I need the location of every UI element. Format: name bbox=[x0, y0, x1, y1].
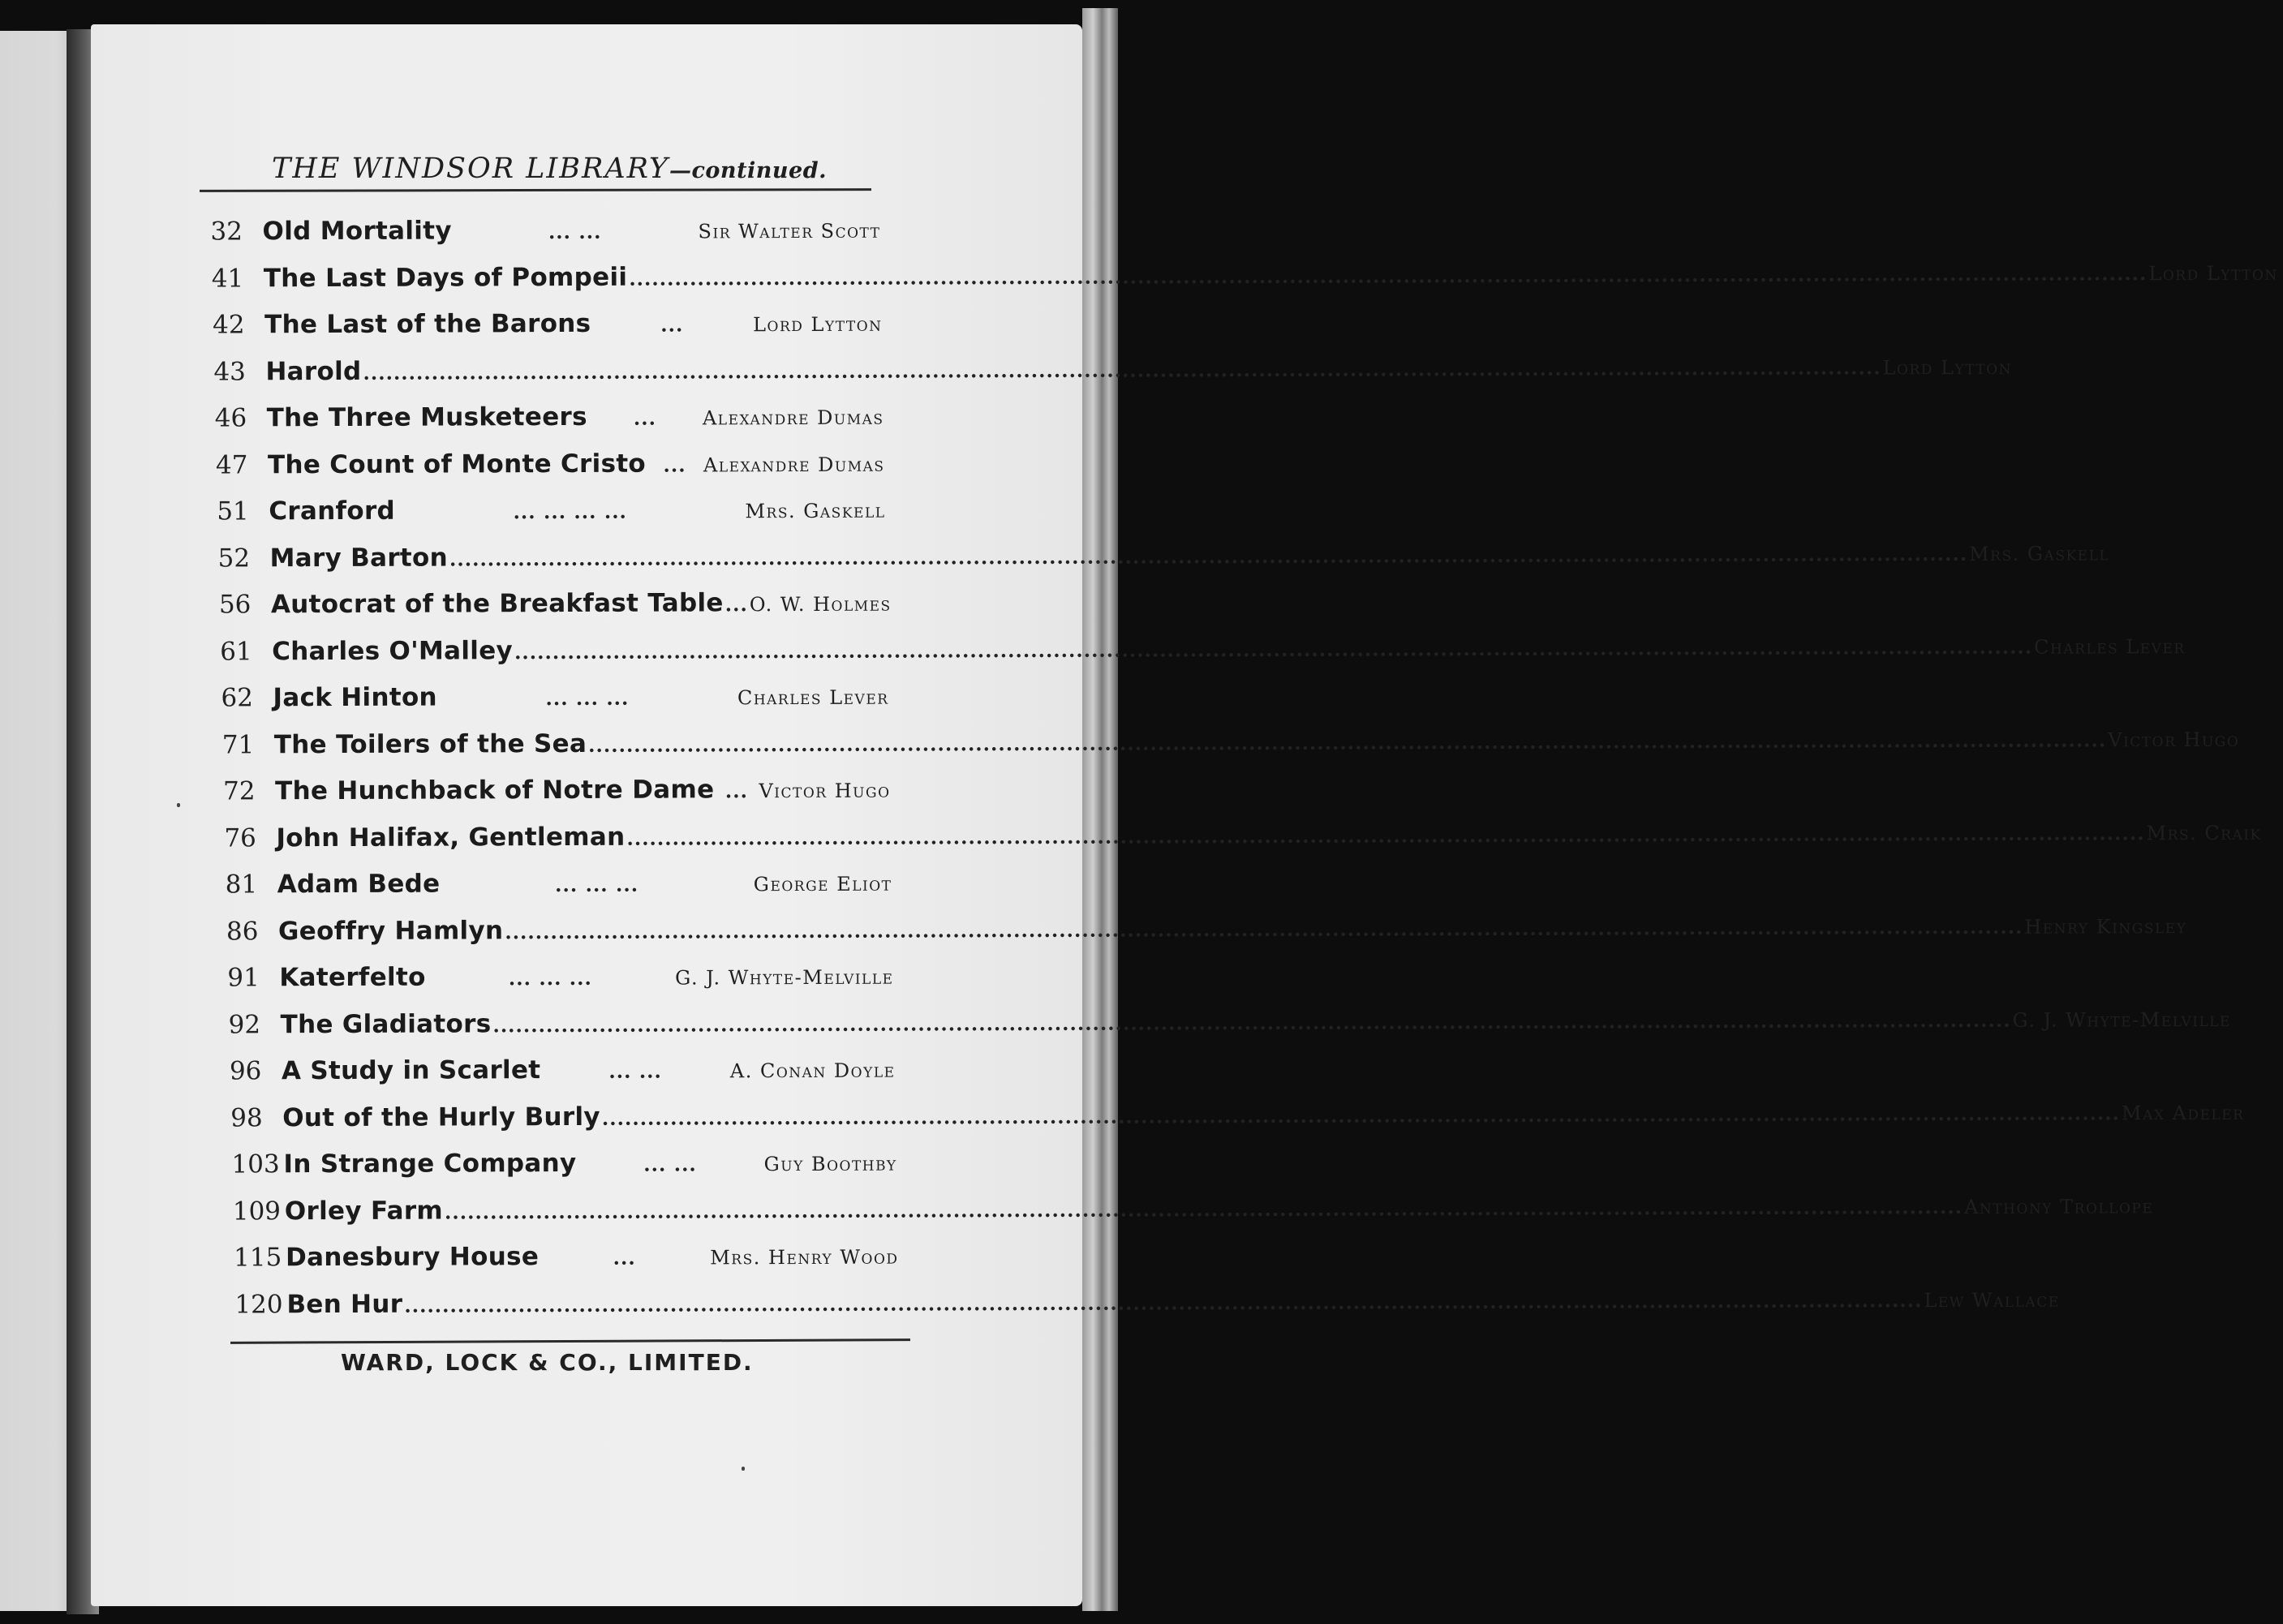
entry-number: 120 bbox=[234, 1289, 283, 1319]
list-item bbox=[234, 1287, 2060, 1335]
list-item bbox=[226, 914, 2187, 962]
dot-leader bbox=[443, 1194, 1964, 1223]
entry-number: 76 bbox=[224, 823, 256, 853]
dot-leader bbox=[600, 1101, 2122, 1130]
entry-title: Katerfelto bbox=[279, 962, 426, 993]
dot-leader: ... bbox=[663, 452, 686, 477]
list-item bbox=[230, 1101, 2245, 1149]
publisher-imprint: WARD, LOCK & CO., LIMITED. bbox=[341, 1349, 754, 1376]
entry-author: Charles Lever bbox=[2034, 634, 2186, 659]
entry-author: Guy Boothby bbox=[763, 1152, 897, 1176]
entry-number: 52 bbox=[217, 543, 251, 574]
entry-title: The Three Musketeers bbox=[266, 402, 587, 433]
entry-author: Victor Hugo bbox=[759, 779, 891, 803]
dot-leader bbox=[627, 261, 2148, 290]
dot-leader bbox=[625, 821, 2146, 850]
entry-number: 41 bbox=[211, 263, 244, 294]
entry-author: Lord Lytton bbox=[2148, 261, 2278, 285]
list-item bbox=[217, 541, 2110, 589]
entry-number: 98 bbox=[230, 1102, 263, 1132]
entry-author: O. W. Holmes bbox=[749, 592, 892, 617]
list-item bbox=[224, 821, 2262, 869]
dot-leader: ... ... bbox=[608, 1059, 662, 1083]
entry-title: The Last Days of Pompeii bbox=[263, 262, 628, 293]
entry-number: 91 bbox=[227, 963, 260, 993]
entry-number: 81 bbox=[225, 870, 258, 900]
entry-number: 51 bbox=[217, 496, 249, 526]
paper-speck bbox=[742, 1467, 745, 1471]
entry-title: Orley Farm bbox=[284, 1196, 444, 1226]
entry-number: 103 bbox=[231, 1149, 280, 1179]
entry-author: Henry Kingsley bbox=[2024, 914, 2187, 939]
entry-title: A Study in Scarlet bbox=[281, 1055, 541, 1086]
list-item bbox=[223, 775, 891, 823]
entry-title: Charles O'Malley bbox=[272, 635, 514, 666]
paper-speck bbox=[177, 803, 180, 807]
entry-number: 32 bbox=[210, 217, 243, 247]
entry-number: 61 bbox=[220, 636, 252, 666]
entry-author: Sir Walter Scott bbox=[698, 219, 881, 243]
entry-author: Mrs. Craik bbox=[2146, 821, 2262, 844]
list-item bbox=[234, 1241, 899, 1289]
list-item bbox=[231, 1148, 896, 1196]
entry-author: Lord Lytton bbox=[753, 312, 883, 337]
dot-leader bbox=[587, 728, 2108, 757]
entry-title: The Last of the Barons bbox=[264, 308, 591, 340]
entry-author: Lew Wallace bbox=[1924, 1288, 2060, 1312]
entry-author: Alexandre Dumas bbox=[702, 406, 884, 430]
dot-leader bbox=[361, 355, 1882, 385]
entry-title: Out of the Hurly Burly bbox=[282, 1102, 600, 1132]
entry-author: Mrs. Henry Wood bbox=[710, 1245, 899, 1270]
list-item bbox=[226, 868, 892, 916]
list-item bbox=[217, 495, 885, 543]
dot-leader bbox=[513, 634, 2034, 664]
entry-number: 71 bbox=[221, 729, 255, 759]
list-item bbox=[216, 448, 885, 496]
entry-author: Max Adeler bbox=[2121, 1101, 2245, 1124]
entry-title: John Halifax, Gentleman bbox=[276, 822, 626, 853]
dot-leader: ... ... bbox=[643, 1152, 697, 1176]
continued-label: —continued. bbox=[669, 158, 828, 183]
dot-leader bbox=[491, 1007, 2012, 1037]
dot-leader: ... bbox=[613, 1245, 636, 1270]
entry-number: 96 bbox=[229, 1056, 262, 1086]
dot-leader: ... bbox=[724, 592, 748, 617]
dot-leader: ... bbox=[724, 779, 748, 803]
list-item bbox=[221, 728, 2240, 775]
entry-title: The Toilers of the Sea bbox=[273, 728, 587, 759]
entry-number: 86 bbox=[226, 916, 259, 946]
entry-title: Old Mortality bbox=[262, 216, 452, 247]
series-title: THE WINDSOR LIBRARY bbox=[272, 153, 669, 185]
dot-leader: ... ... ... bbox=[508, 965, 592, 990]
list-item bbox=[215, 402, 884, 449]
entry-author: George Eliot bbox=[753, 872, 892, 896]
dot-leader bbox=[402, 1288, 1924, 1317]
list-item bbox=[227, 961, 893, 1009]
entry-number: 115 bbox=[234, 1243, 282, 1273]
entry-title: The Count of Monte Cristo bbox=[267, 449, 647, 479]
entry-author: Mrs. Gaskell bbox=[745, 499, 886, 523]
entry-number: 92 bbox=[228, 1009, 261, 1039]
entry-author: Charles Lever bbox=[737, 685, 889, 710]
entry-number: 62 bbox=[221, 683, 254, 713]
dot-leader: ... bbox=[633, 406, 656, 430]
list-item bbox=[218, 588, 892, 636]
entry-title: Jack Hinton bbox=[273, 682, 437, 713]
dot-leader: ... ... ... bbox=[545, 685, 630, 711]
entry-title: Adam Bede bbox=[277, 869, 441, 900]
dot-leader bbox=[448, 541, 1969, 570]
entry-number: 72 bbox=[223, 776, 256, 806]
entry-number: 56 bbox=[218, 590, 252, 620]
entry-author: Lord Lytton bbox=[1882, 355, 2013, 379]
entry-number: 47 bbox=[215, 449, 248, 480]
entry-author: Anthony Trollope bbox=[1964, 1194, 2154, 1218]
entry-title: Ben Hur bbox=[286, 1289, 403, 1319]
entry-title: Danesbury House bbox=[286, 1242, 540, 1273]
dot-leader: ... ... bbox=[548, 219, 602, 244]
entry-number: 46 bbox=[214, 403, 247, 433]
dot-leader: ... ... ... ... bbox=[513, 499, 627, 524]
dot-leader: ... bbox=[660, 312, 684, 337]
list-item bbox=[230, 1055, 896, 1102]
entry-author: G. J. Whyte-Melville bbox=[675, 965, 894, 990]
list-item bbox=[213, 354, 2013, 402]
list-item bbox=[228, 1007, 2231, 1055]
list-item bbox=[213, 308, 883, 356]
entry-number: 109 bbox=[232, 1196, 282, 1226]
entry-author: Alexandre Dumas bbox=[703, 453, 885, 476]
list-item bbox=[211, 261, 2278, 309]
entry-title: The Hunchback of Notre Dame bbox=[275, 775, 715, 806]
entry-title: Autocrat of the Breakfast Table bbox=[270, 588, 724, 620]
entry-number: 42 bbox=[213, 310, 245, 340]
list-item bbox=[232, 1194, 2154, 1242]
list-item bbox=[210, 215, 880, 263]
entry-author: A. Conan Doyle bbox=[729, 1059, 896, 1083]
entry-number: 43 bbox=[213, 356, 246, 387]
entry-author: G. J. Whyte-Melville bbox=[2012, 1007, 2231, 1032]
entry-title: Geoffry Hamlyn bbox=[277, 915, 504, 946]
entry-title: The Gladiators bbox=[280, 1008, 492, 1039]
dot-leader: ... ... ... bbox=[555, 872, 639, 897]
entry-author: Mrs. Gaskell bbox=[1969, 541, 2110, 565]
entry-title: Harold bbox=[265, 356, 362, 386]
list-item bbox=[220, 634, 2186, 682]
entry-title: In Strange Company bbox=[283, 1148, 577, 1179]
dot-leader bbox=[503, 914, 2024, 943]
list-item bbox=[221, 681, 888, 729]
entry-title: Mary Barton bbox=[269, 543, 449, 573]
entry-author: Victor Hugo bbox=[2108, 728, 2240, 751]
entry-title: Cranford bbox=[269, 496, 396, 526]
